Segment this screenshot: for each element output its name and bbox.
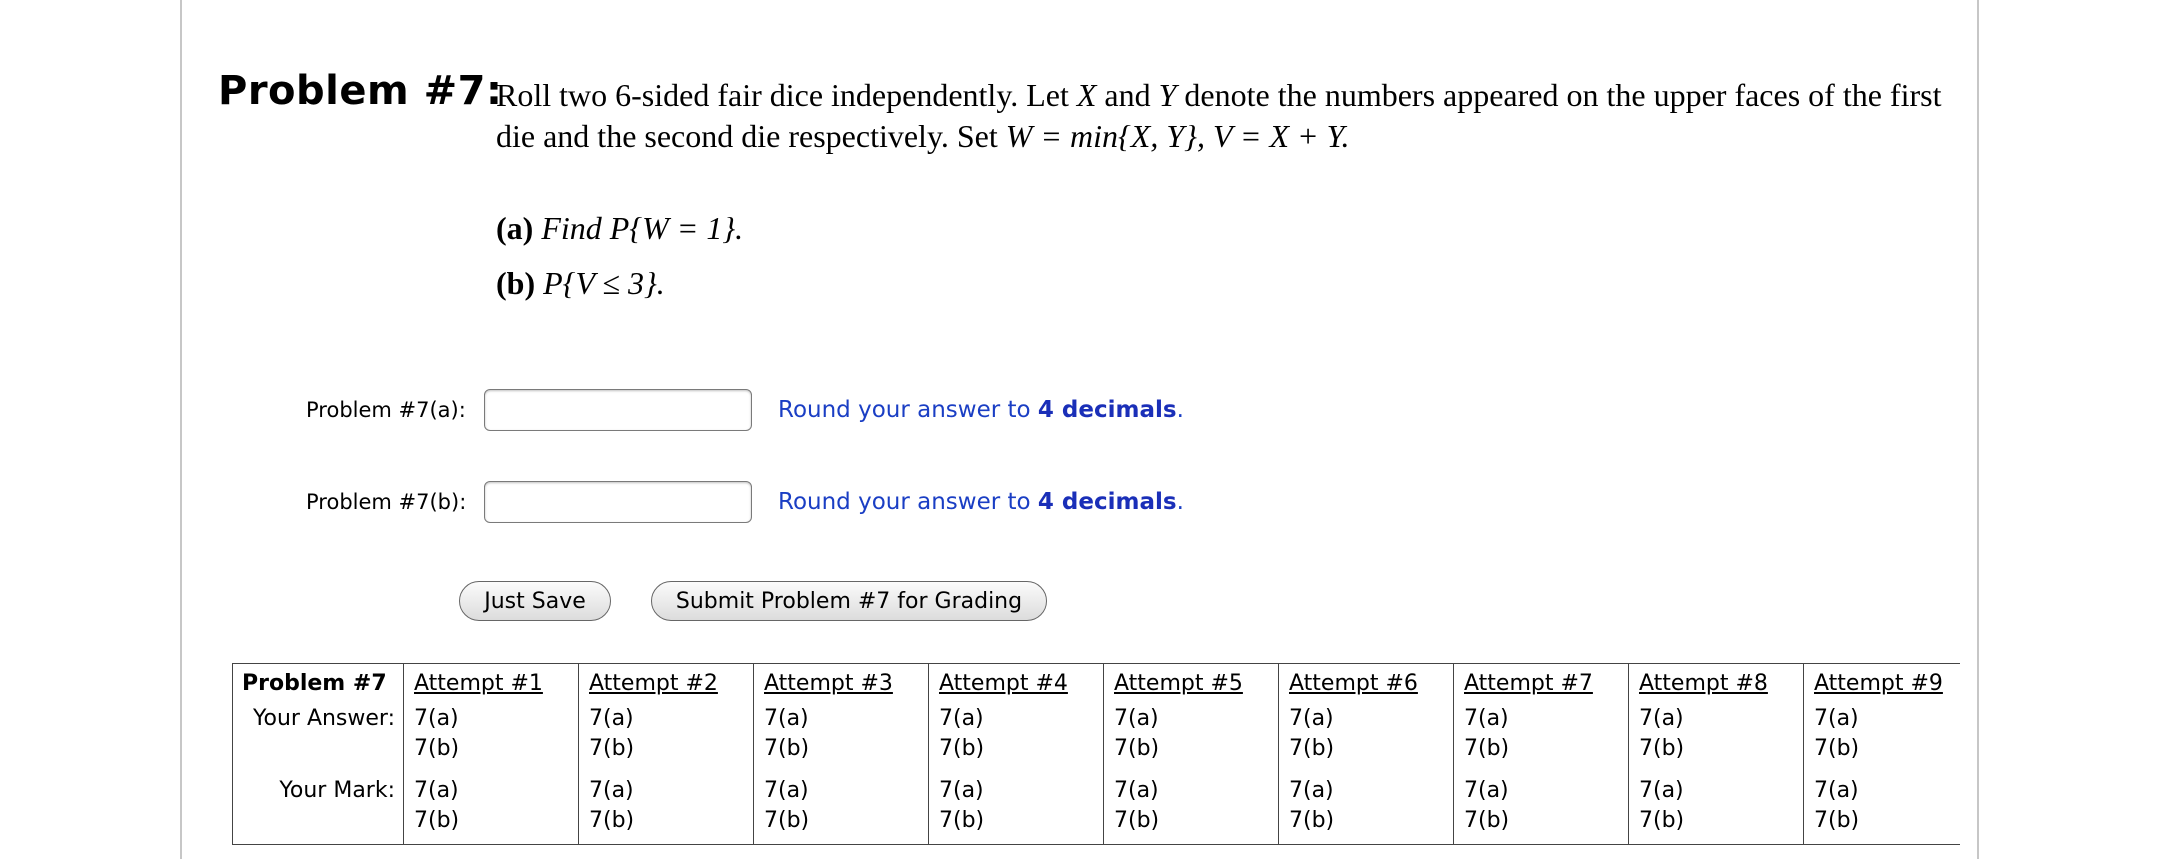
part-a-text: Find P{W = 1}. — [541, 210, 744, 246]
attempt-header[interactable]: Attempt #2 — [579, 663, 754, 704]
mark-cell — [1104, 776, 1279, 844]
cell-part-b: 7(b) — [1814, 736, 1860, 761]
cell-part-a: 7(a) — [939, 778, 984, 803]
part-b-text: P{V ≤ 3}. — [543, 265, 665, 301]
cell-part-b: 7(b) — [1639, 808, 1685, 833]
attempt-header[interactable]: Attempt #7 — [1454, 663, 1629, 704]
cell-part-a: 7(a) — [1814, 706, 1859, 731]
answer-b-input[interactable] — [484, 481, 752, 523]
answer-b-hint — [778, 489, 1184, 515]
answer-cell — [404, 704, 579, 776]
answer-a-hint — [778, 397, 1184, 423]
mark-cell — [1279, 776, 1454, 844]
cell-part-a: 7(a) — [1639, 706, 1684, 731]
answer-cell — [1454, 704, 1629, 776]
hint-text: Round your answer to — [778, 489, 1038, 515]
hint-period: . — [1176, 397, 1184, 423]
cell-part-b: 7(b) — [1814, 808, 1860, 833]
var-y: Y — [1158, 77, 1177, 113]
statement-and: and — [1096, 77, 1159, 113]
statement-text-2: denote the numbers appeared on the upper faces of the first — [1176, 77, 1942, 113]
mark-row-label: Your Mark: — [279, 778, 395, 803]
part-a — [496, 210, 743, 247]
attempt-header[interactable]: Attempt #4 — [929, 663, 1104, 704]
attempt-header[interactable]: Attempt #8 — [1629, 663, 1804, 704]
answer-cell — [754, 704, 929, 776]
cell-part-b: 7(b) — [1114, 808, 1160, 833]
cell-part-b: 7(b) — [1114, 736, 1160, 761]
part-a-label: (a) — [496, 210, 534, 246]
hint-bold: 4 decimals — [1037, 397, 1177, 423]
answer-row — [232, 704, 1953, 776]
mark-cell — [1454, 776, 1629, 844]
cell-part-b: 7(b) — [414, 808, 460, 833]
definitions: W = min{X, Y}, V = X + Y. — [1005, 118, 1350, 154]
cell-part-b: 7(b) — [764, 808, 810, 833]
cell-part-a: 7(a) — [414, 778, 459, 803]
submit-button[interactable]: Submit Problem #7 for Grading — [651, 581, 1047, 621]
answer-cell — [579, 704, 754, 776]
cell-part-b: 7(b) — [589, 808, 635, 833]
attempt-header[interactable]: Attempt #9 — [1804, 663, 1954, 704]
cell-part-b: 7(b) — [414, 736, 460, 761]
part-b — [496, 265, 665, 302]
answer-cell — [929, 704, 1104, 776]
mark-cell — [404, 776, 579, 844]
cell-part-a: 7(a) — [1114, 706, 1159, 731]
cell-part-b: 7(b) — [1289, 736, 1335, 761]
cell-part-a: 7(a) — [1639, 778, 1684, 803]
mark-cell — [1804, 776, 1954, 844]
just-save-button[interactable]: Just Save — [459, 581, 611, 621]
mark-cell — [1629, 776, 1804, 844]
cell-part-b: 7(b) — [939, 736, 985, 761]
answer-cell — [1104, 704, 1279, 776]
attempt-header[interactable]: Attempt #5 — [1104, 663, 1279, 704]
problem-statement — [496, 75, 1976, 157]
answer-row-label: Your Answer: — [252, 706, 395, 731]
cell-part-a: 7(a) — [1114, 778, 1159, 803]
hint-bold: 4 decimals — [1037, 489, 1177, 515]
mark-cell — [579, 776, 754, 844]
attempts-table — [232, 663, 1953, 844]
cell-part-a: 7(a) — [764, 778, 809, 803]
cell-part-a: 7(a) — [589, 778, 634, 803]
statement-text-3: die and the second die respectively. Set — [496, 118, 1006, 154]
table-corner: Problem #7 — [242, 671, 387, 696]
answer-cell — [1279, 704, 1454, 776]
cell-part-b: 7(b) — [1464, 736, 1510, 761]
mark-cell — [929, 776, 1104, 844]
cell-part-a: 7(a) — [414, 706, 459, 731]
answer-b-label: Problem #7(b): — [306, 490, 467, 514]
attempt-header[interactable]: Attempt #6 — [1279, 663, 1454, 704]
cell-part-a: 7(a) — [939, 706, 984, 731]
cell-part-b: 7(b) — [764, 736, 810, 761]
cell-part-a: 7(a) — [1464, 706, 1509, 731]
answer-cell — [1804, 704, 1954, 776]
statement-text-1: Roll two 6-sided fair dice independently. Let — [496, 77, 1077, 113]
cell-part-b: 7(b) — [1464, 808, 1510, 833]
var-x: X — [1076, 77, 1097, 113]
hint-text: Round your answer to — [778, 397, 1038, 423]
attempt-header[interactable]: Attempt #1 — [404, 663, 579, 704]
cell-part-a: 7(a) — [589, 706, 634, 731]
cell-part-a: 7(a) — [1814, 778, 1859, 803]
cell-part-a: 7(a) — [764, 706, 809, 731]
cell-part-b: 7(b) — [589, 736, 635, 761]
answer-a-label: Problem #7(a): — [306, 398, 466, 422]
mark-cell — [754, 776, 929, 844]
cell-part-b: 7(b) — [1289, 808, 1335, 833]
cell-part-a: 7(a) — [1464, 778, 1509, 803]
problem-title: Problem #7: — [218, 68, 503, 114]
cell-part-a: 7(a) — [1289, 706, 1334, 731]
attempt-header[interactable]: Attempt #3 — [754, 663, 929, 704]
hint-period: . — [1176, 489, 1184, 515]
cell-part-b: 7(b) — [1639, 736, 1685, 761]
answer-a-input[interactable] — [484, 389, 752, 431]
mark-row — [232, 776, 1953, 844]
part-b-label: (b) — [496, 265, 536, 301]
cell-part-b: 7(b) — [939, 808, 985, 833]
answer-cell — [1629, 704, 1804, 776]
cell-part-a: 7(a) — [1289, 778, 1334, 803]
